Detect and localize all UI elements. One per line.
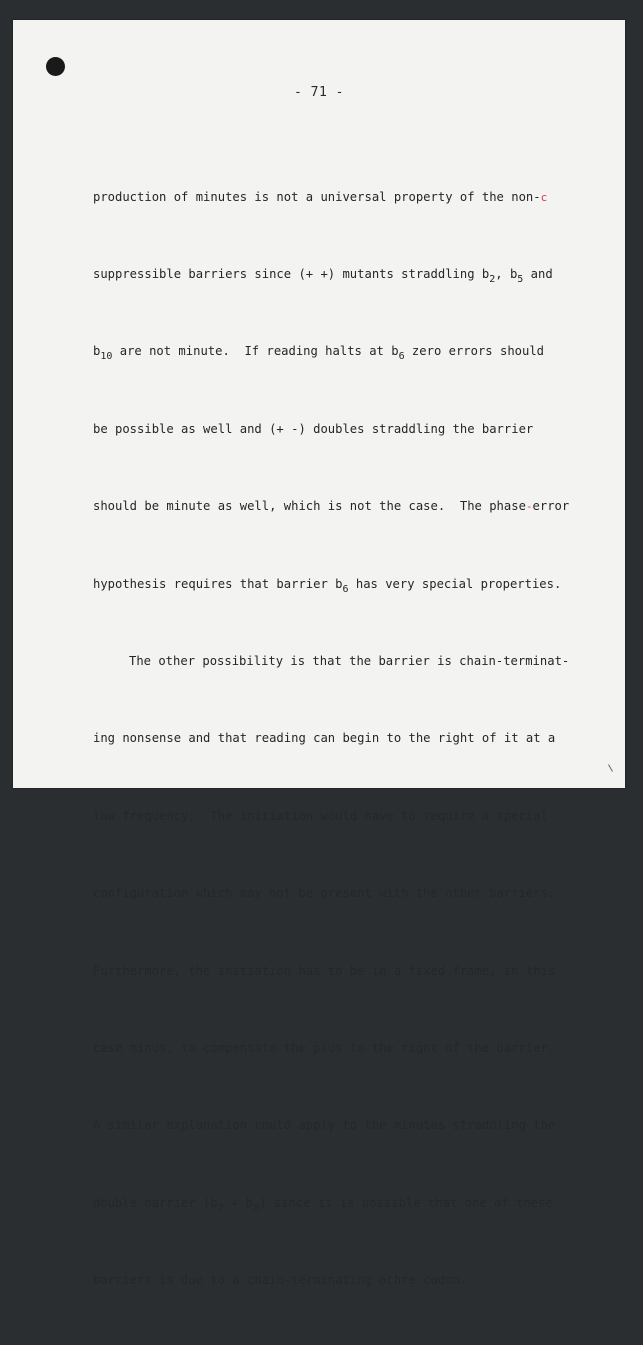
hyphen-mark: - xyxy=(525,500,533,514)
text-line: be possible as well and (+ -) doubles straddling the barrier xyxy=(93,421,534,436)
text-line: hypothesis requires that barrier $b_6$ has very special properties. xyxy=(93,576,562,595)
text-line: double barrier $(b_7 + b_8)$ since it is possible that one of these xyxy=(93,1195,553,1214)
punch-hole xyxy=(46,57,65,76)
text-line: A similar explanation could apply to the minutes straddling the xyxy=(93,1118,556,1133)
body-text xyxy=(93,133,583,1345)
text-line: configuration which may not be present with the other barriers. xyxy=(93,886,556,901)
text-line: $b_{10}$ are not minute. If reading halts at $b_6$ zero errors should xyxy=(93,344,545,363)
text-line: barriers is due to a chain-terminating ochre codon. xyxy=(93,1273,468,1288)
text-line: should be minute as well, which is not the case. The phase-error xyxy=(93,499,570,514)
text-line: Furthermore, the initiation has to be in a fixed frame, in this xyxy=(93,963,556,978)
text-line: low frequency. The initiation would have to require a special xyxy=(93,808,548,823)
document-page xyxy=(13,20,625,1288)
proofreading-mark: c xyxy=(540,190,548,204)
text-line: production of minutes is not a universal property of the non-c xyxy=(93,189,548,204)
text-line: ing nonsense and that reading can begin to the right of it at a xyxy=(93,731,556,746)
page-number: - 71 - xyxy=(294,85,344,100)
paper-mark xyxy=(608,764,613,771)
text-line: The other possibility is that the barrier is chain-terminat- xyxy=(129,653,570,668)
text-line: suppressible barriers since (+ +) mutants straddling $b_2$, $b_5$ and xyxy=(93,266,553,285)
text-line: case minus, to compensate the plus to the right of the barrier. xyxy=(93,1040,556,1055)
